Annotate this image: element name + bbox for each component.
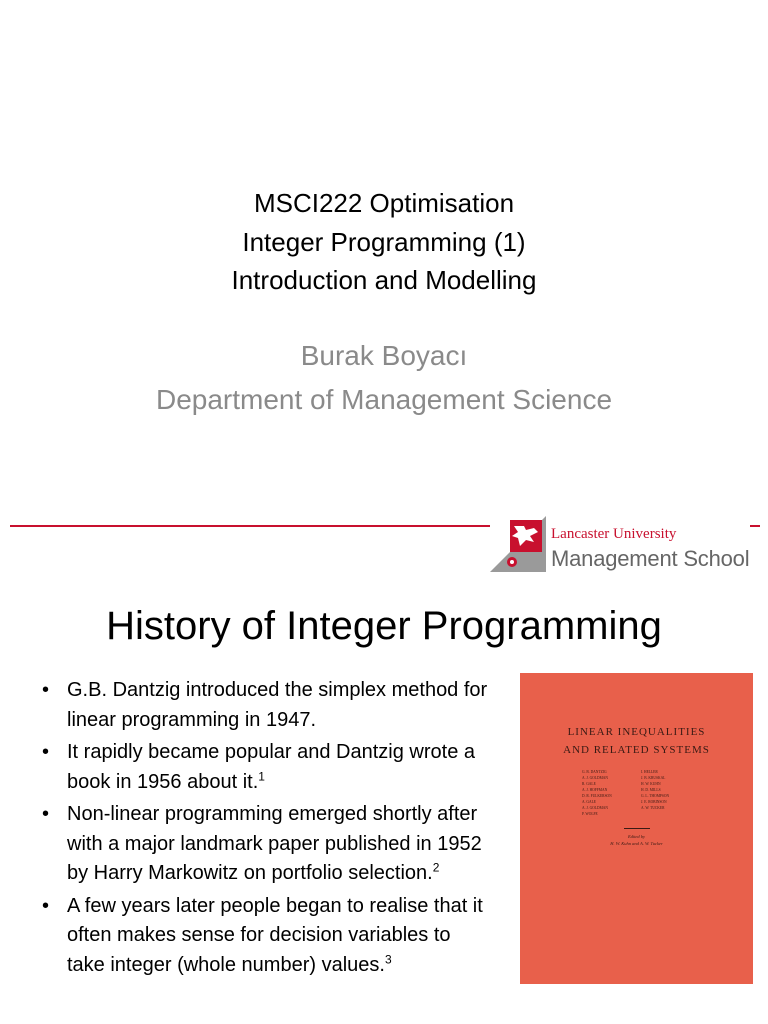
book-authors [582, 769, 692, 817]
book-author: J. E. ROBINSON [641, 800, 667, 804]
book-author: A. W. TUCKER [641, 806, 665, 810]
book-editors [520, 833, 753, 847]
history-slide [0, 576, 768, 1024]
slide-title [0, 184, 768, 300]
book-cover-image [520, 673, 753, 984]
footnote-ref: 2 [432, 860, 440, 875]
book-author: A. GALE [582, 800, 596, 804]
crest-icon [490, 516, 546, 572]
book-author: G. B. DANTZIG [582, 770, 607, 774]
book-author: H. W. KUHN [641, 782, 661, 786]
book-author: D. R. FULKERSON [582, 794, 612, 798]
bullet-item [42, 800, 492, 889]
footnote-ref: 3 [384, 951, 392, 966]
title-line: MSCI222 Optimisation [253, 188, 515, 218]
book-editor-names: H. W. Kuhn and A. W. Tucker [610, 841, 663, 846]
book-author: I. HELLER [641, 770, 658, 774]
title-line: Integer Programming (1) [242, 226, 526, 257]
bullet-item [42, 676, 492, 735]
bullet-icon: • [42, 679, 50, 701]
slide-subtitle [0, 334, 768, 422]
bullet-icon: • [42, 894, 50, 917]
book-author: G. L. THOMPSON [641, 794, 670, 798]
book-author: A. J. GOLDMAN [582, 806, 608, 810]
bullet-icon: • [42, 741, 50, 763]
book-title-line: LINEAR INEQUALITIES [567, 726, 706, 738]
slide-heading: History of Integer Programming [106, 604, 662, 648]
book-author: A. J. HOFFMAN [582, 788, 608, 792]
bullet-text: Non-linear programming emerged shortly after with a major landmark paper published in 1952 by Harry Markowitz on portfolio selection. [67, 803, 482, 884]
divider-rule [10, 525, 490, 527]
book-title-line: AND RELATED SYSTEMS [563, 744, 710, 756]
bullet-list [42, 676, 492, 983]
author-name: Burak Boyacı [300, 340, 468, 371]
bullet-item [42, 738, 492, 797]
title-line: Introduction and Modelling [231, 265, 537, 295]
department-name: Department of Management Science [155, 384, 613, 415]
university-logo [490, 514, 760, 574]
book-author: P. WOLFE [582, 812, 598, 816]
footnote-ref: 1 [258, 768, 265, 783]
logo-university-text: Lancaster University [551, 526, 677, 542]
logo-school-text: Management School [551, 546, 750, 571]
book-author: A. J. GOLDMAN [582, 776, 608, 780]
book-edited-label: Edited by [627, 834, 646, 839]
book-title [520, 723, 753, 759]
bullet-text: A few years later people began to realise that it often makes sense for decision variables to take integer (whole number) values. [67, 894, 483, 976]
book-author: H. D. MILLS [641, 788, 661, 792]
bullet-text: G.B. Dantzig introduced the simplex method for linear programming in 1947. [67, 679, 488, 731]
bullet-item [42, 892, 492, 981]
book-divider [624, 828, 650, 829]
book-author: R. GALE [582, 782, 596, 786]
book-author: J. B. KRUSKAL [641, 776, 666, 780]
bullet-icon: • [42, 803, 50, 825]
book-author [641, 811, 692, 817]
bullet-text: It rapidly became popular and Dantzig wrote a book in 1956 about it. [67, 741, 476, 793]
